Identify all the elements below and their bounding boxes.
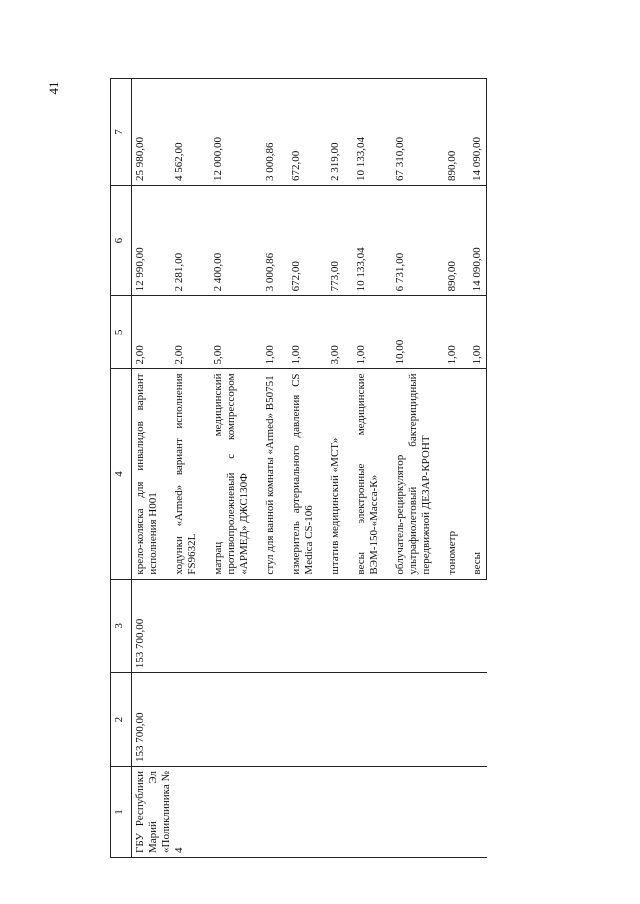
item-total-cell: 3 000,86 <box>262 79 288 186</box>
item-qty-cell: 5,00 <box>210 296 262 369</box>
item-price-cell: 14 090,00 <box>469 185 486 295</box>
item-price-cell: 12 990,00 <box>132 185 171 295</box>
equipment-table-container <box>110 78 574 858</box>
item-qty-cell: 10,00 <box>392 296 444 369</box>
item-price-cell: 3 000,86 <box>262 185 288 295</box>
item-total-cell: 4 562,00 <box>171 79 210 186</box>
item-price-cell: 2 281,00 <box>171 185 210 295</box>
item-name-cell: ходунки «Armed» вариант исполнения FS9632L <box>171 369 210 579</box>
item-price-cell: 2 400,00 <box>210 185 262 295</box>
item-qty-cell: 3,00 <box>327 296 353 369</box>
header-col-7: 7 <box>111 79 132 186</box>
item-name-cell: крело-коляска для инвалидов вариант исполнения H001 <box>132 369 171 579</box>
item-qty-cell: 2,00 <box>132 296 171 369</box>
item-total-cell: 67 310,00 <box>392 79 444 186</box>
item-name-cell: облучатель-рециркулятор ультрафиолетовый бактерицидный передвижной ДЕЗАР-КРОНТ <box>392 369 444 579</box>
item-qty-cell: 2,00 <box>171 296 210 369</box>
item-total-cell: 12 000,00 <box>210 79 262 186</box>
item-total-cell: 2 319,00 <box>327 79 353 186</box>
item-total-cell: 890,00 <box>444 79 470 186</box>
item-price-cell: 6 731,00 <box>392 185 444 295</box>
equipment-table <box>110 78 487 858</box>
header-col-5: 5 <box>111 296 132 369</box>
header-col-6: 6 <box>111 185 132 295</box>
page-number: 41 <box>46 81 61 95</box>
header-col-2: 2 <box>111 673 132 767</box>
item-total-cell: 672,00 <box>288 79 327 186</box>
header-col-1: 1 <box>111 767 132 858</box>
col2-value-cell: 153 700,00 <box>132 673 487 767</box>
item-price-cell: 10 133,04 <box>353 185 392 295</box>
item-name-cell: измеритель артериального давления CS Medica CS-106 <box>288 369 327 579</box>
header-col-4: 4 <box>111 369 132 579</box>
item-price-cell: 773,00 <box>327 185 353 295</box>
header-col-3: 3 <box>111 579 132 673</box>
col3-value-cell: 153 700,00 <box>132 579 487 673</box>
item-price-cell: 890,00 <box>444 185 470 295</box>
item-total-cell: 14 090,00 <box>469 79 486 186</box>
item-qty-cell: 1,00 <box>469 296 486 369</box>
item-name-cell: весы <box>469 369 486 579</box>
item-total-cell: 10 133,04 <box>353 79 392 186</box>
table-header-row <box>111 79 132 858</box>
item-name-cell: тонометр <box>444 369 470 579</box>
item-qty-cell: 1,00 <box>444 296 470 369</box>
item-total-cell: 25 980,00 <box>132 79 171 186</box>
item-name-cell: весы электронные медицинские ВЭМ-150-«Масса-К» <box>353 369 392 579</box>
item-name-cell: матрац медицинский противопролежневый с компрессором «АРМЕД» ДЖС130Ф <box>210 369 262 579</box>
institution-cell: ГБУ Республики Марий Эл «Поликлиника № 4 <box>132 767 487 858</box>
item-price-cell: 672,00 <box>288 185 327 295</box>
table-row <box>132 79 171 858</box>
item-name-cell: штатив медицинский «МСТ» <box>327 369 353 579</box>
item-qty-cell: 1,00 <box>288 296 327 369</box>
item-name-cell: стул для ванной комнаты «Armed» B50751 <box>262 369 288 579</box>
item-qty-cell: 1,00 <box>262 296 288 369</box>
item-qty-cell: 1,00 <box>353 296 392 369</box>
